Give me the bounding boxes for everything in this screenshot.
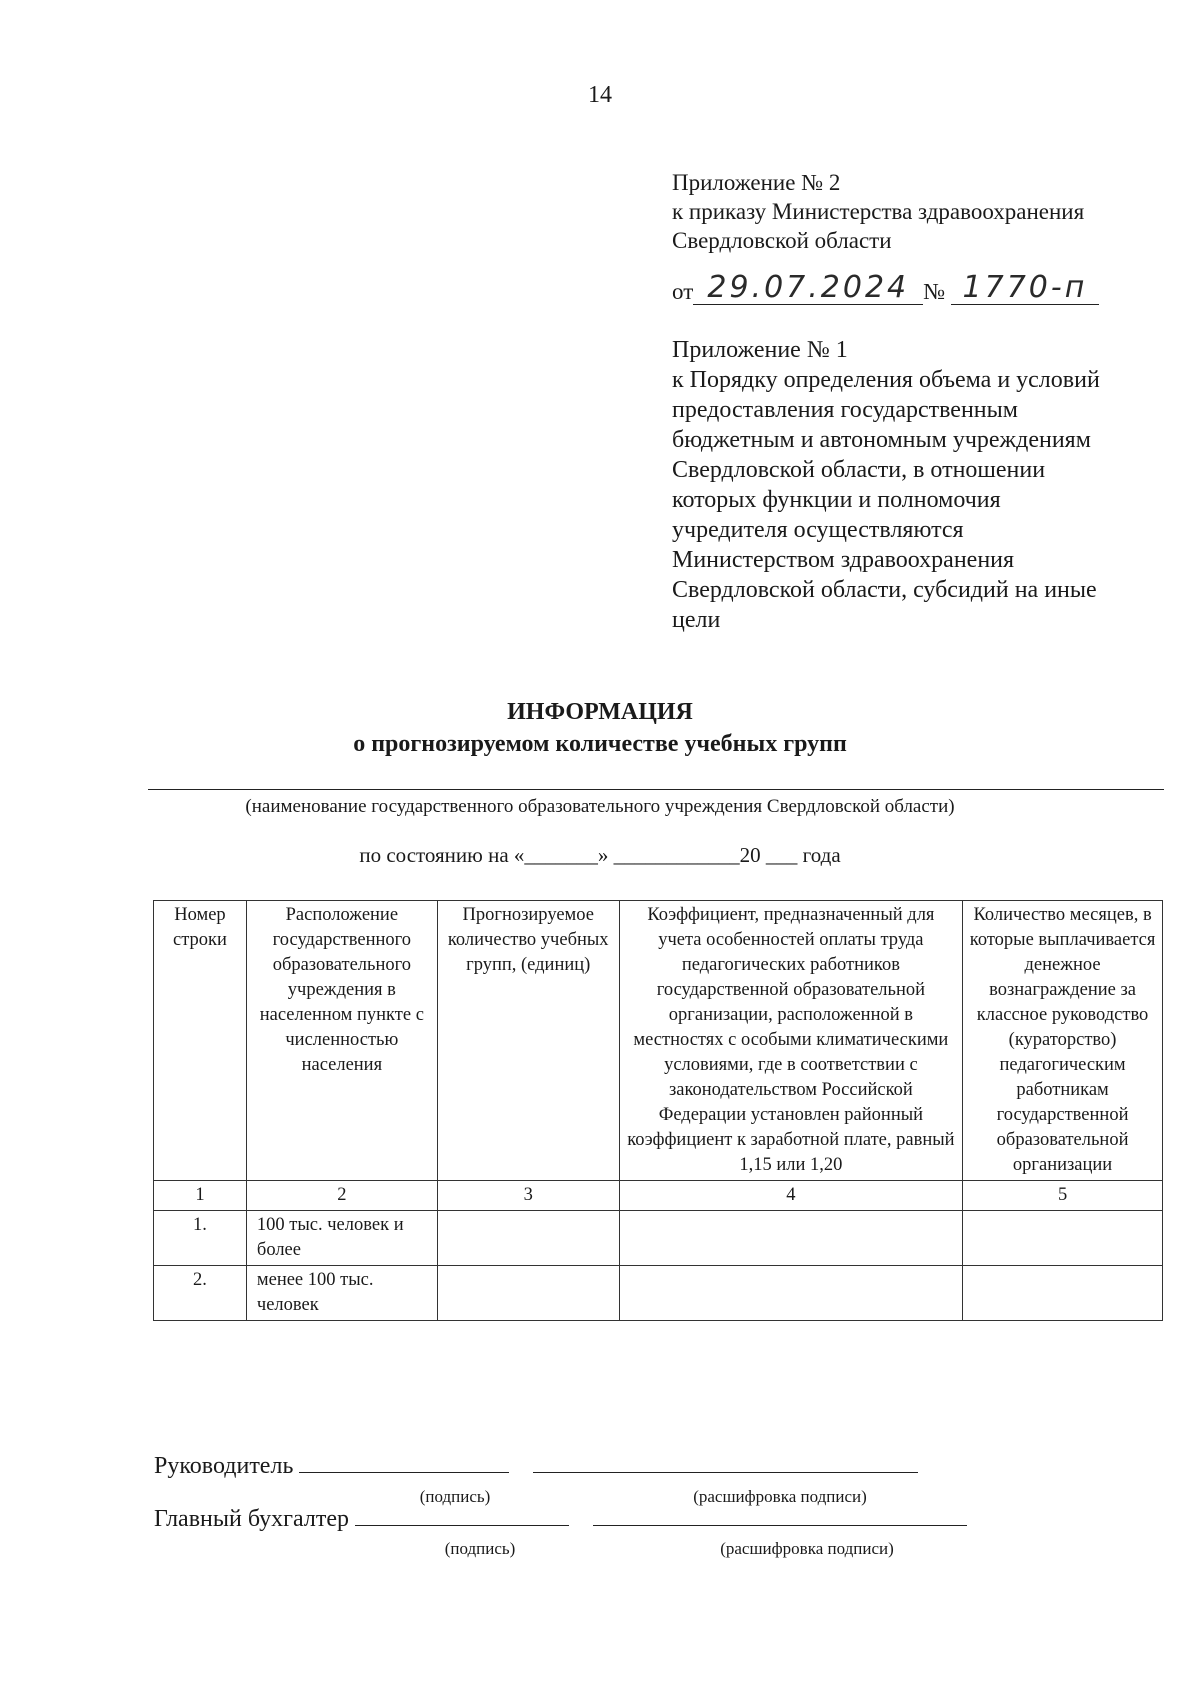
head-signature-caption: (подпись) [419,1487,491,1506]
accountant-signature-field[interactable] [355,1505,569,1526]
table-row [154,1266,1163,1321]
institution-caption: (наименование государственного образовательного учреждения Свердловской области) [245,796,955,817]
head-signature-field[interactable] [299,1452,509,1473]
accountant-signature-caption: (подпись) [444,1539,516,1558]
column-number-row [154,1181,1163,1211]
head-signature-line [154,1452,918,1480]
row-number: 2. [154,1266,247,1321]
appendix-2-block [672,168,1084,255]
appendix-2-line: Приложение № 2 [672,170,841,195]
accountant-label: Главный бухгалтер [154,1506,349,1532]
row-months-cell[interactable] [963,1211,1163,1266]
row-number: 1. [154,1211,247,1266]
row-forecast-cell[interactable] [437,1266,619,1321]
header-row-number: Номер строки [154,901,247,1181]
header-location: Расположение государственного образовательного учреждения в населенном пункте с численностью населения [246,901,437,1181]
order-prefix: от [672,279,694,304]
appendix-1-line: к Порядку определения объема и условий [672,367,1100,393]
row-location: менее 100 тыс. человек [246,1266,437,1321]
appendix-1-line: Свердловской области, субсидий на иные [672,577,1097,603]
header-forecast-groups: Прогнозируемое количество учебных групп, (единиц) [437,901,619,1181]
order-number-label: № [923,279,946,304]
column-number: 5 [963,1181,1163,1211]
appendix-2-line: к приказу Министерства здравоохранения [672,199,1085,224]
header-coefficient: Коэффициент, предназначенный для учета особенностей оплаты труда педагогических работников государственной образовательной организации, расположенной в местностях с особыми климатическими условиями, где в соответствии с законодательством Российской Федерации установлен районный коэффициент к заработной плате, равный 1,15 или 1,20 [619,901,962,1181]
head-decode-caption: (расшифровка подписи) [693,1487,867,1506]
column-number: 3 [437,1181,619,1211]
document-title: ИНФОРМАЦИЯ [507,699,693,725]
column-number: 1 [154,1181,247,1211]
column-number: 2 [246,1181,437,1211]
appendix-1-block [672,335,1100,635]
study-groups-table [153,900,1163,1321]
table-row [154,1211,1163,1266]
appendix-1-line: цели [672,607,721,633]
appendix-1-line: Министерством здравоохранения [672,547,1015,573]
appendix-1-line: которых функции и полномочия [672,487,1001,513]
appendix-1-line: бюджетным и автономным учреждениям [672,427,1091,453]
institution-name-line [148,789,1164,790]
row-coefficient-cell[interactable] [619,1211,962,1266]
order-date-handwritten: 29.07.2024 [693,272,923,305]
appendix-1-line: предоставления государственным [672,397,1018,423]
accountant-decode-caption: (расшифровка подписи) [720,1539,894,1558]
page-number: 14 [588,82,612,108]
appendix-2-line: Свердловской области [672,228,892,253]
appendix-1-line: Приложение № 1 [672,337,848,363]
row-forecast-cell[interactable] [437,1211,619,1266]
table-header-row [154,901,1163,1181]
document-subtitle: о прогнозируемом количестве учебных групп [353,731,847,757]
order-number-handwritten: 1770-п [951,272,1099,305]
accountant-signature-line [154,1505,967,1533]
row-location: 100 тыс. человек и более [246,1211,437,1266]
as-of-date-line: по состоянию на «_______» ____________20 ___ года [359,843,841,867]
head-label: Руководитель [154,1453,294,1479]
row-coefficient-cell[interactable] [619,1266,962,1321]
head-decode-field[interactable] [533,1452,918,1473]
appendix-1-line: учредителя осуществляются [672,517,964,543]
appendix-1-line: Свердловской области, в отношении [672,457,1046,483]
row-months-cell[interactable] [963,1266,1163,1321]
order-reference [672,272,1099,305]
header-months: Количество месяцев, в которые выплачивается денежное вознаграждение за классное руководство (кураторство) педагогическим работникам государственной образовательной организации [963,901,1163,1181]
accountant-decode-field[interactable] [593,1505,967,1526]
column-number: 4 [619,1181,962,1211]
